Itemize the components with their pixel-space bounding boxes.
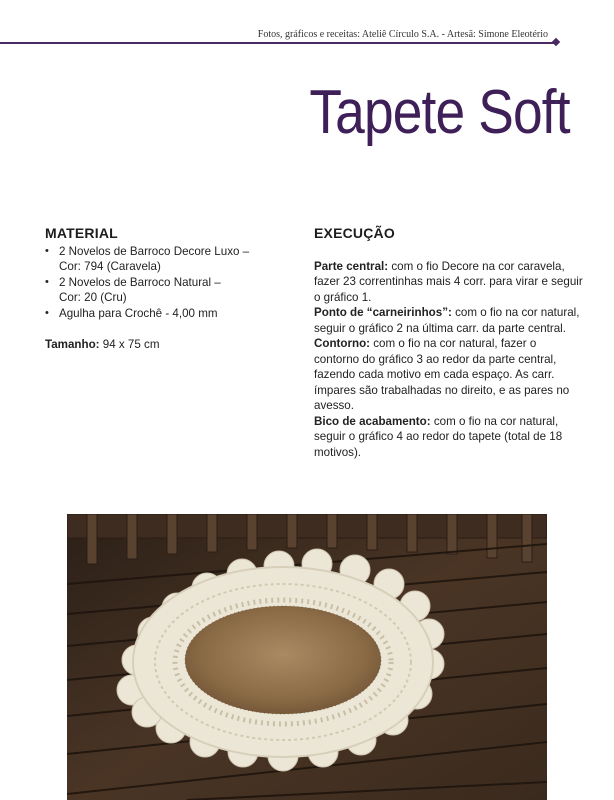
rug-photo-illustration — [67, 514, 547, 800]
header-rule — [0, 42, 555, 44]
size-value: 94 x 75 cm — [99, 338, 160, 351]
photo-credits: Fotos, gráficos e receitas: Ateliê Círculo S.A. - Artesã: Simone Eleotério — [257, 29, 548, 40]
size-line — [45, 337, 285, 353]
instruction-paragraph: Contorno: com o fio na cor natural, fazer o contorno do gráfico 3 ao redor da parte central, fazendo cada motivo em cada espaço. As carr. ímpares são trabalhadas no direito, e as pares no avesso. — [314, 337, 570, 412]
page-title: Tapete Soft — [309, 78, 570, 147]
execution-section — [314, 226, 584, 460]
material-list — [45, 244, 285, 322]
material-section — [45, 226, 285, 353]
material-item: • 2 Novelos de Barroco Natural – Cor: 20 (Cru) — [45, 275, 285, 306]
rug-photo — [67, 514, 547, 800]
material-item: • 2 Novelos de Barroco Decore Luxo – Cor: 794 (Caravela) — [45, 244, 285, 275]
size-label: Tamanho: — [45, 338, 100, 351]
material-item: • Agulha para Crochê - 4,00 mm — [45, 306, 285, 322]
instruction-paragraph: Parte central: com o fio Decore na cor caravela, fazer 23 correntinhas mais 4 corr. para virar e seguir o gráfico 1. — [314, 259, 583, 304]
header-rule-ornament — [552, 38, 560, 46]
material-heading: MATERIAL — [45, 225, 118, 241]
instruction-paragraph: Bico de acabamento: com o fio na cor natural, seguir o gráfico 4 ao redor do tapete (total de 18 motivos). — [314, 414, 563, 459]
execution-heading: EXECUÇÃO — [314, 225, 395, 241]
instruction-paragraph: Ponto de “carneirinhos”: com o fio na cor natural, seguir o gráfico 2 na última carr. da parte central. — [314, 306, 580, 335]
